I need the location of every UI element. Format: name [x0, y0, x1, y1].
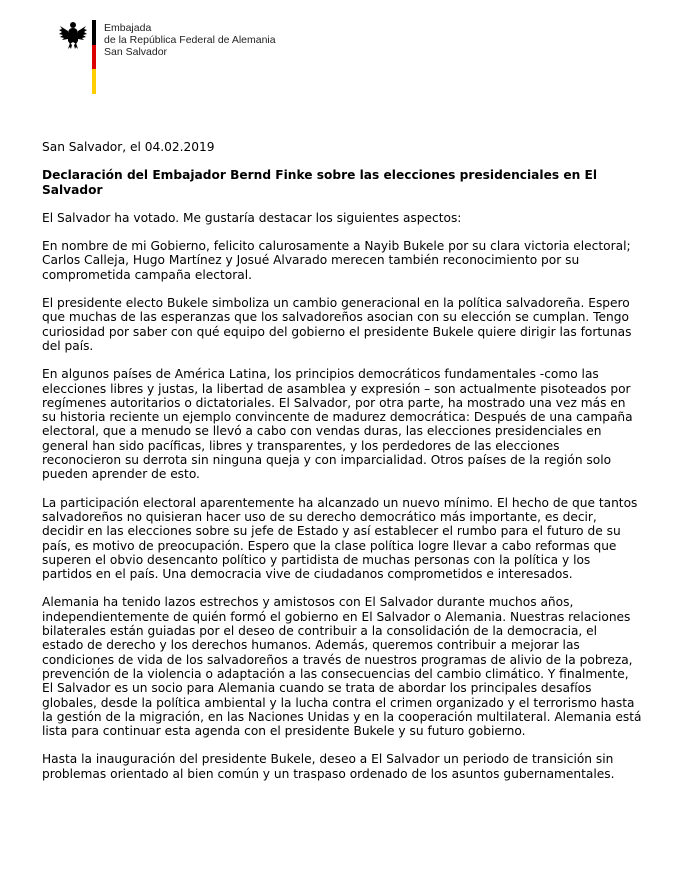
flag-stripe-gold — [92, 69, 96, 94]
document-title: Declaración del Embajador Bernd Finke sobre las elecciones presidenciales en El Salvador — [42, 168, 598, 197]
paragraph-turnout: La participación electoral aparentemente ha alcanzado un nuevo mínimo. El hecho de que tantos salvadoreños no quisieran hacer uso de su derecho democrático más importante, es decir, decidir en las elecciones sobre su jefe de Estado y así establecer el rumbo para el futuro de su país, es motivo de preocupación. Espero que la clase política logre llevar a cabo reformas que superen el obvio desencanto político y partidista de muchas personas con la política y los partidos en el país. Una democracia vive de ciudadanos comprometidos e interesados. — [42, 495, 638, 582]
institution-line-1: Embajada — [104, 22, 152, 34]
german-flag-bar — [92, 20, 96, 94]
document-date: San Salvador, el 04.02.2019 — [42, 140, 215, 154]
paragraph-generational-change: El presidente electo Bukele simboliza un cambio generacional en la política salvadoreña. Espero que muchas de las esperanzas que los salvadoreños asocian con su elección se cumplan. Tengo curiosidad por saber con qué equipo del gobierno el presidente Bukele quiere dirigir las fortunas del país. — [42, 296, 632, 353]
flag-stripe-red — [92, 45, 96, 70]
federal-eagle-icon — [59, 20, 87, 50]
paragraph-congratulations: En nombre de mi Gobierno, felicito calurosamente a Nayib Bukele por su clara victoria electoral; Carlos Calleja, Hugo Martínez y Josué Alvarado merecen también reconocimiento por su comprometida campaña electoral. — [42, 239, 631, 282]
institution-name — [104, 22, 276, 58]
institution-line-2: de la República Federal de Alemania — [104, 34, 276, 46]
paragraph-bilateral-relations: Alemania ha tenido lazos estrechos y amistosos con El Salvador durante muchos años, independientemente de quién formó el gobierno en El Salvador o Alemania. Nuestras relaciones bilaterales están guiadas por el deseo de contribuir a la consolidación de la democracia, el estado de derecho y los derechos humanos. Además, queremos contribuir a mejorar las condiciones de vida de los salvadoreños a través de nuestros programas de alivio de la pobreza, prevención de la violencia o adaptación a las consecuencias del cambio climático. Y finalmente, El Salvador es un socio para Alemania cuando se trata de abordar los principales desafíos globales, desde la política ambiental y la lucha contra el crimen organizado y el terrorismo hasta la gestión de la migración, en las Naciones Unidas y en la cooperación multilateral. Alemania está lista para continuar esta agenda con el presidente Bukele y su futuro gobierno. — [42, 595, 642, 739]
institution-line-3: San Salvador — [104, 46, 168, 58]
document-body — [42, 140, 642, 795]
paragraph-democratic-maturity: En algunos países de América Latina, los principios democráticos fundamentales -como las elecciones libres y justas, la libertad de asamblea y expresión – son actualmente pisoteados por regímenes autoritarios o dictatoriales. El Salvador, por otra parte, ha mostrado una vez más en su historia reciente un ejemplo convincente de madurez democrática: Después de una campaña electoral, que a menudo se llevó a cabo con vendas duras, las elecciones presidenciales en general han sido pacíficas, libres y transparentes, y los perdedores de las elecciones reconocieron su derrota sin ninguna queja y con imparcialidad. Otros países de la región solo pueden aprender de esto. — [42, 367, 633, 482]
paragraph-closing: Hasta la inauguración del presidente Bukele, deseo a El Salvador un periodo de transición sin problemas orientado al bien común y un traspaso ordenado de los asuntos gubernamentales. — [42, 752, 615, 781]
paragraph-intro: El Salvador ha votado. Me gustaría destacar los siguientes aspectos: — [42, 210, 462, 225]
flag-stripe-black — [92, 20, 96, 45]
